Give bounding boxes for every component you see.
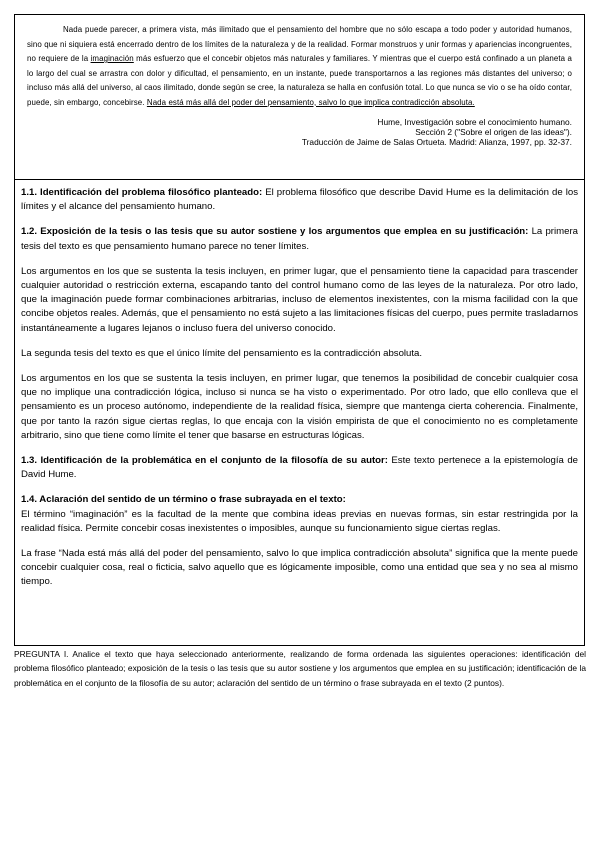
answer-1-1: 1.1. Identificación del problema filosófico planteado: El problema filosófico que describe David Hume es la delimitación de los límites y el alcance del pensamiento humano. [21, 187, 578, 213]
hume-quote: Nada puede parecer, a primera vista, más ilimitado que el pensamiento del hombre que no sólo escapa a todo poder y autoridad humanos, sino que ni siquiera está encerrado dentro de los límites de la naturaleza y de la realidad. Formar monstruos y unir formas y apariencias incongruentes, no requiere de la imaginación más esfuerzo que el concebir objetos más naturales y familiares. Y mientras que el cuerpo está confinado a un planeta a lo largo del cual se arrastra con dolor y dificultad, el pensamiento, en un instante, puede transportarnos a las regiones más distantes del universo; o incluso más allá del universo, al caos ilimitado, donde según se cree, la naturaleza se halla en confusión total. Lo que nunca se vio o se ha oído contar, puede, sin embargo, concebirse. Nada está más allá del poder del pensamiento, salvo lo que implica contradicción absoluta. [27, 25, 572, 107]
answer-1-4-heading: 1.4. Aclaración del sentido de un término o frase subrayada en el texto: [21, 494, 346, 506]
quote-box [15, 15, 584, 180]
answer-1-2-arguments-2: Los argumentos en los que se sustenta la tesis incluyen, en primer lugar, que tenemos la posibilidad de concebir cualquier cosa que no implique una contradicción lógica, incluso si nunca se ha visto o experimentado. Por otro lado, que ello conlleva que el pensamiento es un proceso autónomo, independiente de la realidad física, siempre que mantenga cierta coherencia. Finalmente, que por tanto la razón sigue ciertas reglas, lo que encaja con la visión empirista de que el conocimiento no es completamente arbitrario, sino que tiene como límite el tener que basarse en estructuras lógicas. [21, 373, 578, 441]
exam-frame [14, 14, 585, 646]
answer-1-3: 1.3. Identificación de la problemática en el conjunto de la filosofía de su autor: Este texto pertenece a la epistemología de David Hume. [21, 455, 579, 481]
question-prompt: PREGUNTA I. Analice el texto que haya seleccionado anteriormente, realizando de forma ordenada las siguientes operaciones: identificación del problema filosófico planteado; exposición de la tesis o las tesis que su autor sostiene y los argumentos que emplea en su justificación; identificación de la problemática en el conjunto de la filosofía de su autor; aclaración del sentido de un término o frase subrayada en el texto (2 puntos). [14, 649, 586, 688]
underlined-term: imaginación [90, 54, 134, 63]
answer-1-2-thesis-2: La segunda tesis del texto es que el único límite del pensamiento es la contradicción absoluta. [21, 347, 423, 359]
answer-1-4-term: El término “imaginación” es la facultad de la mente que combina ideas previas en nuevas formas, sin estar restringida por la realidad física. Permite concebir cosas inexistentes o imposibles, aunque su funcionamiento sigue ciertas reglas. [21, 508, 578, 534]
answer-1-4-phrase: La frase “Nada está más allá del poder del pensamiento, salvo lo que implica contradicción absoluta” significa que la mente puede concebir cualquier cosa, real o ficticia, salvo aquello que es lógicamente imposible, como una entidad que sea y no sea al mismo tiempo. [21, 548, 578, 588]
underlined-phrase: Nada está más allá del poder del pensamiento, salvo lo que implica contradicción absoluta. [146, 97, 475, 107]
citation: Hume, Investigación sobre el conocimiento humano. Sección 2 ("Sobre el origen de las ideas"). Traducción de Jaime de Salas Ortueta. Madrid: Alianza, 1997, pp. 32-37. [301, 117, 572, 147]
answer-section [15, 180, 584, 601]
answer-1-2: 1.2. Exposición de la tesis o las tesis que su autor sostiene y los argumentos que emplea en su justificación: La primera tesis del texto es que pensamiento humano parece no tener límites. [21, 226, 578, 252]
answer-1-2-arguments-1: Los argumentos en los que se sustenta la tesis incluyen, en primer lugar, que el pensamiento tiene la capacidad para trascender cualquier autoridad o restricción externa, escapando tanto del control humano como de las leyes de la naturaleza. Por otro lado, que la imaginación puede formar combinaciones arbitrarias, incluso de elementos inexistentes, con la misma facilidad con la que concibe objetos reales. Además, que el pensamiento no está sujeto a las limitaciones físicas del cuerpo, pues permite trasladarnos instantáneamente a lugares lejanos o incluso fuera del universo conocido. [21, 265, 578, 334]
